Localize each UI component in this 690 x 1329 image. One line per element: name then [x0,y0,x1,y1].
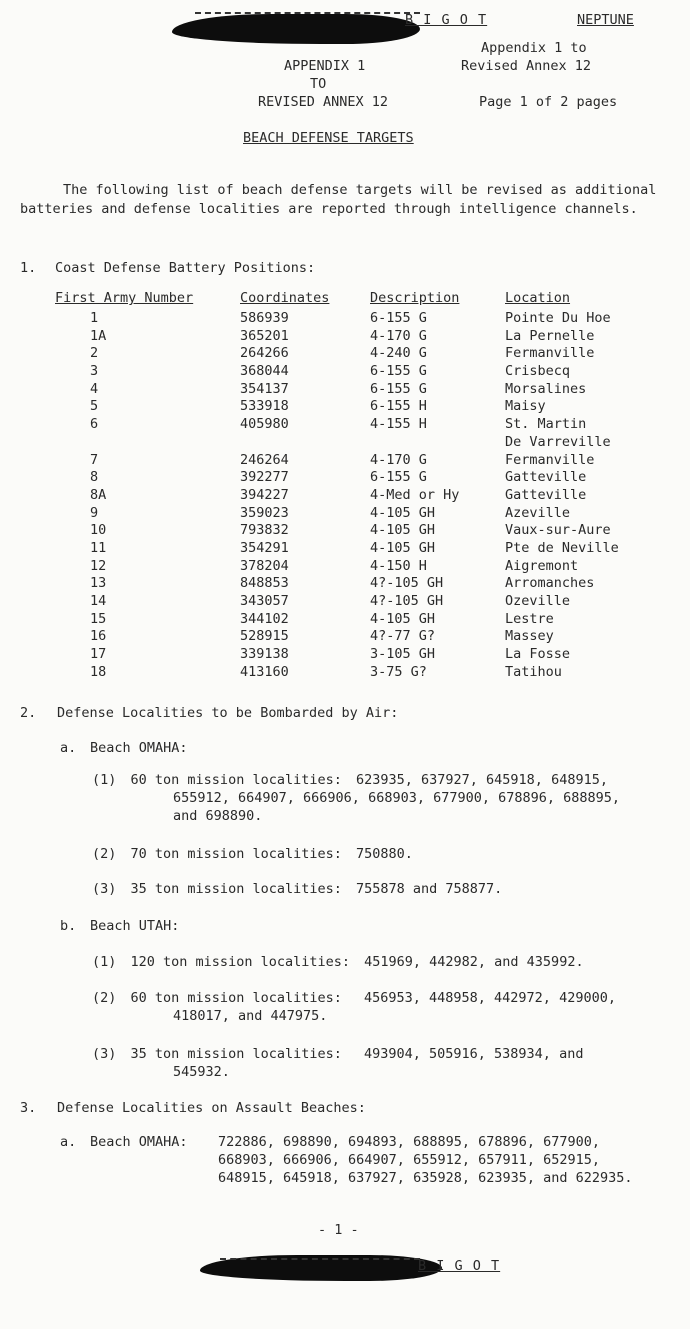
cell-first-army-number [55,469,240,487]
cell-location-text: Lestre [505,610,554,627]
cell-description [370,628,505,646]
col-header-location: Location [505,290,571,306]
cell-description-text: 4-150 H [370,557,427,574]
item-text: 70 ton mission localities: [130,846,342,862]
cell-first-army-number-text: 4 [90,380,99,397]
battery-row [55,646,655,664]
cell-coordinates-text: 586939 [240,310,289,326]
cell-description-text: 4-105 GH [370,610,436,627]
item-number: (3) [92,881,117,897]
cell-coordinates [240,664,370,682]
cell-coordinates-text: 365201 [240,327,289,344]
footer-dash-rule [220,1258,420,1260]
cell-location-text: Fermanville [505,451,595,468]
cell-first-army-number-text: 7 [90,451,99,468]
section-3-title: Defense Localities on Assault Beaches: [57,1100,366,1116]
item-number: (1) [92,772,117,788]
cell-first-army-number [55,593,240,611]
cell-coordinates [240,310,370,328]
cell-first-army-number-text: 12 [90,557,107,574]
cell-location [505,381,655,399]
item-number: (2) [92,846,117,862]
cell-description-text: 6-155 G [370,363,427,380]
cell-first-army-number [55,310,240,328]
cell-coordinates [240,505,370,523]
cell-first-army-number-text: 18 [90,663,107,680]
battery-row [55,381,655,399]
cell-first-army-number [55,363,240,381]
cell-location-text: Aigremont [505,557,579,574]
cell-coordinates [240,540,370,558]
assault-beach-line-3: 648915, 645918, 637927, 635928, 623935, and 622935. [218,1170,633,1186]
cell-location-text: Arromanches [505,575,595,592]
cell-description-text: 6-155 H [370,398,427,415]
cell-coordinates [240,434,370,452]
cell-coordinates-text: 264266 [240,345,289,362]
battery-row [55,611,655,629]
intro-text: The following list of beach defense targets will be revised as additional batteries and defense localities are reported through intelligence channels. [20,182,657,217]
omaha-item-2 [92,846,413,862]
cell-first-army-number [55,381,240,399]
cell-coordinates-text: 528915 [240,628,289,645]
cell-first-army-number [55,540,240,558]
cell-description-text: 4?-105 GH [370,593,444,609]
cell-first-army-number [55,611,240,629]
cell-coordinates-text: 246264 [240,451,289,468]
classification-bottom: B I G O T [418,1258,501,1274]
cell-coordinates [240,646,370,664]
cell-coordinates-text: 405980 [240,416,289,433]
battery-row [55,328,655,346]
appendix-right-line-1: Appendix 1 to [481,40,587,56]
cell-location [505,469,655,487]
cell-first-army-number [55,558,240,576]
battery-row [55,487,655,505]
battery-row [55,363,655,381]
cell-location-text: Pointe Du Hoe [505,310,611,326]
battery-row [55,522,655,540]
cell-first-army-number [55,434,240,452]
battery-row [55,345,655,363]
cell-description-text: 4-170 G [370,327,427,344]
cell-coordinates-text: 368044 [240,363,289,380]
appendix-center-line-2: TO [310,76,327,92]
cell-description [370,363,505,381]
col-header-coordinates: Coordinates [240,290,330,306]
header-dash-rule [195,12,420,14]
cell-description-text: 4-105 GH [370,539,436,556]
cell-first-army-number-text: 10 [90,522,107,539]
cell-first-army-number [55,398,240,416]
cell-first-army-number [55,328,240,346]
cell-description [370,381,505,399]
cell-location-text: Crisbecq [505,363,571,380]
section-3a-beach: Beach OMAHA: [90,1134,188,1150]
cell-coordinates-text: 413160 [240,663,289,680]
cell-description-text: 3-75 G? [370,663,427,680]
cell-first-army-number-text: 9 [90,504,99,521]
cell-coordinates-text: 394227 [240,486,289,503]
battery-row [55,434,655,452]
page-number: - 1 - [318,1222,359,1238]
battery-table-header [55,290,655,310]
cell-location [505,540,655,558]
document-title: BEACH DEFENSE TARGETS [243,130,414,146]
redaction-top [172,14,420,44]
cell-description [370,611,505,629]
cell-first-army-number [55,575,240,593]
cell-coordinates [240,416,370,434]
utah-item-3-cont: 545932. [173,1064,230,1080]
cell-first-army-number-text: 11 [90,539,107,556]
cell-first-army-number [55,522,240,540]
cell-first-army-number-text: 14 [90,593,107,609]
cell-first-army-number-text: 8A [90,486,107,503]
cell-description [370,345,505,363]
appendix-right-line-2: Revised Annex 12 [461,58,592,74]
battery-row [55,664,655,682]
page-info: Page 1 of 2 pages [479,94,618,110]
battery-row [55,310,655,328]
cell-location-text: St. Martin [505,416,587,433]
utah-item-1 [92,954,584,970]
section-2-number: 2. [20,705,37,721]
battery-table-body [55,310,655,681]
cell-coordinates [240,381,370,399]
cell-coordinates-text: 392277 [240,469,289,486]
item-text: 35 ton mission localities: [130,1046,342,1062]
cell-location [505,611,655,629]
cell-description-text: 4-240 G [370,345,427,362]
cell-description [370,505,505,523]
cell-description-text: 4?-77 G? [370,628,436,645]
cell-location-text: Maisy [505,398,546,415]
cell-coordinates-text: 344102 [240,610,289,627]
section-2b-label: b. [60,918,77,934]
cell-location-text: Gatteville [505,469,587,486]
cell-description [370,558,505,576]
cell-coordinates [240,328,370,346]
code-word: NEPTUNE [577,12,634,28]
cell-location [505,575,655,593]
cell-first-army-number [55,646,240,664]
cell-description [370,575,505,593]
cell-coordinates-text: 533918 [240,398,289,415]
cell-first-army-number [55,416,240,434]
cell-location [505,522,655,540]
cell-first-army-number-text: 6 [90,416,99,433]
item-number: (1) [92,954,117,970]
cell-location-text: Tatihou [505,663,562,680]
cell-description-text: 6-155 G [370,380,427,397]
cell-description-text: 4-105 GH [370,522,436,539]
item-values: 750880. [356,846,413,862]
utah-item-2-cont: 418017, and 447975. [173,1008,328,1024]
cell-location-text: Ozeville [505,593,571,609]
utah-item-2 [92,990,616,1006]
cell-location-text: La Fosse [505,646,571,663]
item-number: (2) [92,990,117,1006]
battery-row [55,540,655,558]
cell-first-army-number [55,505,240,523]
item-values: 623935, 637927, 645918, 648915, [356,772,608,788]
cell-coordinates [240,522,370,540]
item-values: 456953, 448958, 442972, 429000, [364,990,616,1006]
cell-description-text: 4-105 GH [370,504,436,521]
cell-description-text: 4-Med or Hy [370,486,460,503]
cell-location [505,593,655,611]
intro-paragraph [20,181,660,219]
cell-location [505,452,655,470]
cell-coordinates [240,558,370,576]
cell-first-army-number [55,664,240,682]
cell-description [370,434,505,452]
cell-description-text: 4-155 H [370,416,427,433]
cell-description [370,398,505,416]
cell-coordinates [240,398,370,416]
item-text: 60 ton mission localities: [130,990,342,1006]
cell-location [505,487,655,505]
cell-location [505,310,655,328]
cell-location [505,628,655,646]
cell-location [505,363,655,381]
item-text: 120 ton mission localities: [130,954,350,970]
cell-description-text: 4?-105 GH [370,575,444,592]
cell-description-text: 6-155 G [370,310,427,326]
cell-first-army-number-text: 17 [90,646,107,663]
cell-first-army-number [55,487,240,505]
cell-description [370,310,505,328]
cell-first-army-number-text: 16 [90,628,107,645]
cell-first-army-number [55,628,240,646]
battery-row [55,558,655,576]
cell-location-text: De Varreville [505,433,611,450]
cell-description [370,522,505,540]
cell-coordinates-text: 354291 [240,539,289,556]
section-2b-beach: Beach UTAH: [90,918,180,934]
cell-first-army-number-text: 5 [90,398,99,415]
cell-description [370,646,505,664]
battery-table [55,290,655,681]
cell-first-army-number-text: 2 [90,345,99,362]
item-values: 755878 and 758877. [356,881,503,897]
cell-coordinates-text: 793832 [240,522,289,539]
classification-top: B I G O T [405,12,488,28]
cell-location [505,434,655,452]
cell-coordinates-text: 343057 [240,593,289,609]
cell-first-army-number-text: 3 [90,363,99,380]
cell-coordinates [240,469,370,487]
cell-first-army-number-text: 8 [90,469,99,486]
item-values: 493904, 505916, 538934, and [364,1046,584,1062]
cell-location [505,398,655,416]
cell-location-text: Morsalines [505,380,587,397]
cell-coordinates [240,345,370,363]
cell-location [505,328,655,346]
cell-location [505,646,655,664]
col-header-description: Description [370,290,460,306]
omaha-item-3 [92,881,502,897]
cell-coordinates [240,593,370,611]
appendix-center-line-3: REVISED ANNEX 12 [258,94,389,110]
omaha-item-1 [92,772,608,788]
item-text: 35 ton mission localities: [130,881,342,897]
omaha-item-1-cont2: and 698890. [173,808,263,824]
section-1-title: Coast Defense Battery Positions: [55,260,316,276]
assault-beach-line-1: 722886, 698890, 694893, 688895, 678896, 677900, [218,1134,601,1150]
battery-row [55,469,655,487]
cell-description [370,452,505,470]
cell-coordinates [240,452,370,470]
cell-first-army-number [55,452,240,470]
cell-description [370,664,505,682]
cell-location [505,558,655,576]
appendix-center-line-1: APPENDIX 1 [284,58,366,74]
cell-location-text: Pte de Neville [505,539,619,556]
cell-coordinates [240,611,370,629]
cell-coordinates [240,363,370,381]
item-text: 60 ton mission localities: [130,772,342,788]
battery-row [55,575,655,593]
cell-location-text: Vaux-sur-Aure [505,522,611,539]
cell-first-army-number [55,345,240,363]
section-2a-beach: Beach OMAHA: [90,740,188,756]
omaha-item-1-cont: 655912, 664907, 666906, 668903, 677900, 678896, 688895, [173,790,621,806]
cell-coordinates-text: 339138 [240,646,289,663]
cell-location-text: Azeville [505,504,571,521]
cell-location [505,345,655,363]
cell-description [370,416,505,434]
cell-location [505,416,655,434]
col-header-first-army-number: First Army Number [55,290,194,306]
cell-location [505,505,655,523]
cell-location-text: Fermanville [505,345,595,362]
cell-coordinates-text: 848853 [240,575,289,592]
cell-location [505,664,655,682]
cell-location-text: Massey [505,628,554,645]
battery-row [55,416,655,434]
battery-row [55,505,655,523]
item-values: 451969, 442982, and 435992. [364,954,584,970]
cell-description [370,540,505,558]
cell-first-army-number-text: 1A [90,327,107,344]
section-2a-label: a. [60,740,77,756]
cell-description [370,328,505,346]
battery-row [55,628,655,646]
cell-first-army-number-text: 1 [90,310,99,326]
cell-coordinates-text: 378204 [240,557,289,574]
section-1-number: 1. [20,260,37,276]
cell-location-text: Gatteville [505,486,587,503]
section-3-number: 3. [20,1100,37,1116]
cell-coordinates [240,575,370,593]
cell-first-army-number-text: 15 [90,610,107,627]
cell-description [370,469,505,487]
battery-row [55,398,655,416]
cell-description-text: 3-105 GH [370,646,436,663]
cell-coordinates [240,487,370,505]
cell-first-army-number-text: 13 [90,575,107,592]
cell-coordinates-text: 359023 [240,504,289,521]
cell-description-text: 4-170 G [370,451,427,468]
cell-coordinates [240,628,370,646]
section-2-title: Defense Localities to be Bombarded by Air: [57,705,399,721]
battery-row [55,452,655,470]
cell-location-text: La Pernelle [505,327,595,344]
battery-row [55,593,655,611]
cell-coordinates-text: 354137 [240,380,289,397]
cell-description [370,487,505,505]
utah-item-3 [92,1046,583,1062]
assault-beach-line-2: 668903, 666906, 664907, 655912, 657911, 652915, [218,1152,601,1168]
section-3a-label: a. [60,1134,77,1150]
item-number: (3) [92,1046,117,1062]
cell-description-text: 6-155 G [370,469,427,486]
cell-description [370,593,505,611]
